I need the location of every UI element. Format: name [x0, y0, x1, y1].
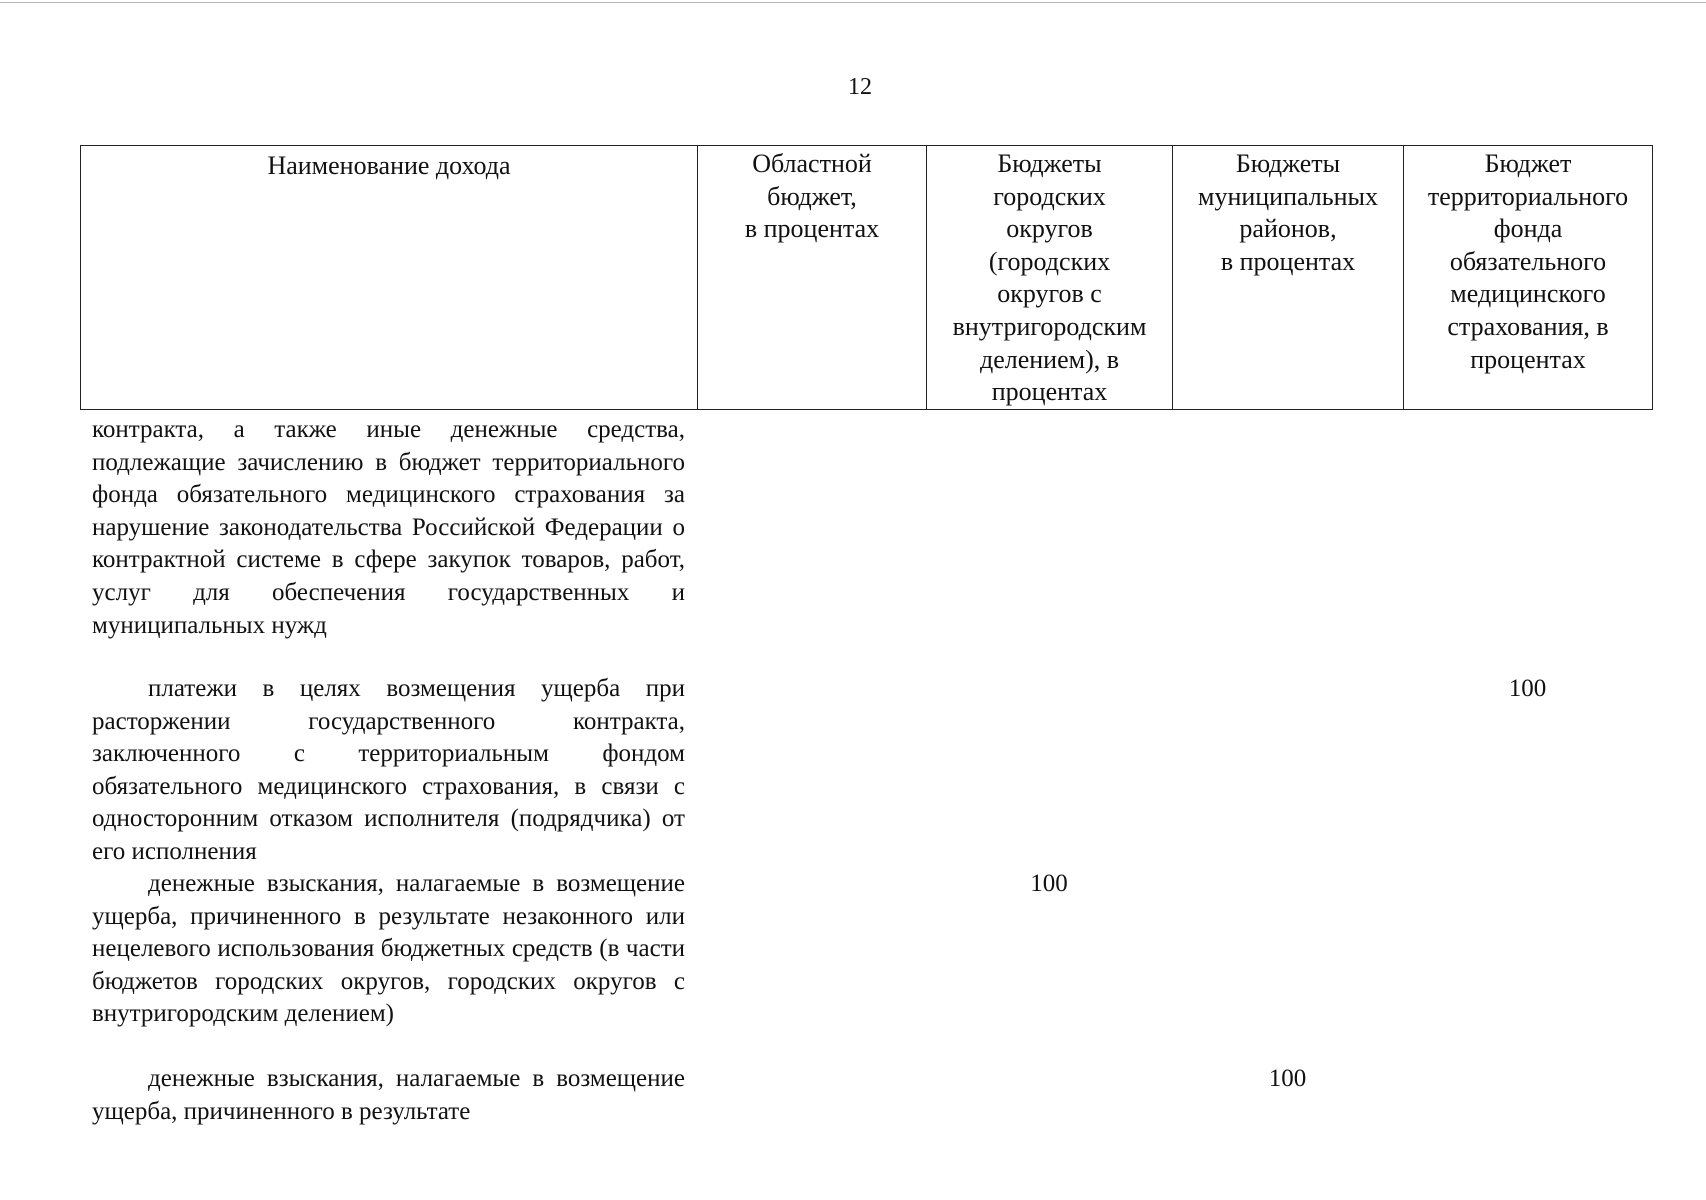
- revenue-table-header: [80, 145, 1653, 410]
- top-edge-line: [0, 2, 1706, 3]
- header-oblast-budget: Областной бюджет, в процентах: [698, 146, 927, 410]
- municipal-value: 100: [1268, 1065, 1307, 1092]
- header-row: [81, 146, 1653, 410]
- revenue-name-text: денежные взыскания, налагаемые в возмещение ущерба, причиненного в результате незаконного или нецелевого использования бюджетных средств (в части бюджетов городских округов, городских округов с внутригородским делением): [92, 870, 685, 1028]
- fund-value: 100: [1508, 675, 1547, 702]
- header-municipal-budgets: Бюджеты муниципальных районов, в процентах: [1173, 146, 1404, 410]
- header-revenue-name: Наименование дохода: [81, 146, 698, 410]
- revenue-name-text: платежи в целях возмещения ущерба при расторжении государственного контракта, заключенного с территориальным фондом обязательного медицинского страхования, в связи с односторонним отказом исполнителя (подрядчика) от его исполнения: [92, 675, 685, 865]
- page-number: 12: [848, 74, 872, 100]
- revenue-name-text: денежные взыскания, налагаемые в возмещение ущерба, причиненного в результате: [92, 1065, 685, 1125]
- city-value: 100: [1030, 870, 1068, 897]
- revenue-name-text: контракта, а также иные денежные средства, подлежащие зачислению в бюджет территориального фонда обязательного медицинского страхования за нарушение законодательства Российской Федерации о контрактной системе в сфере закупок товаров, работ, услуг для обеспечения государственных и муниципальных нужд: [92, 416, 685, 639]
- header-territorial-fund-budget: Бюджет территориального фонда обязательного медицинского страхования, в процентах: [1404, 146, 1653, 410]
- header-city-budgets: Бюджеты городских округов (городских округов с внутригородским делением), в процентах: [927, 146, 1173, 410]
